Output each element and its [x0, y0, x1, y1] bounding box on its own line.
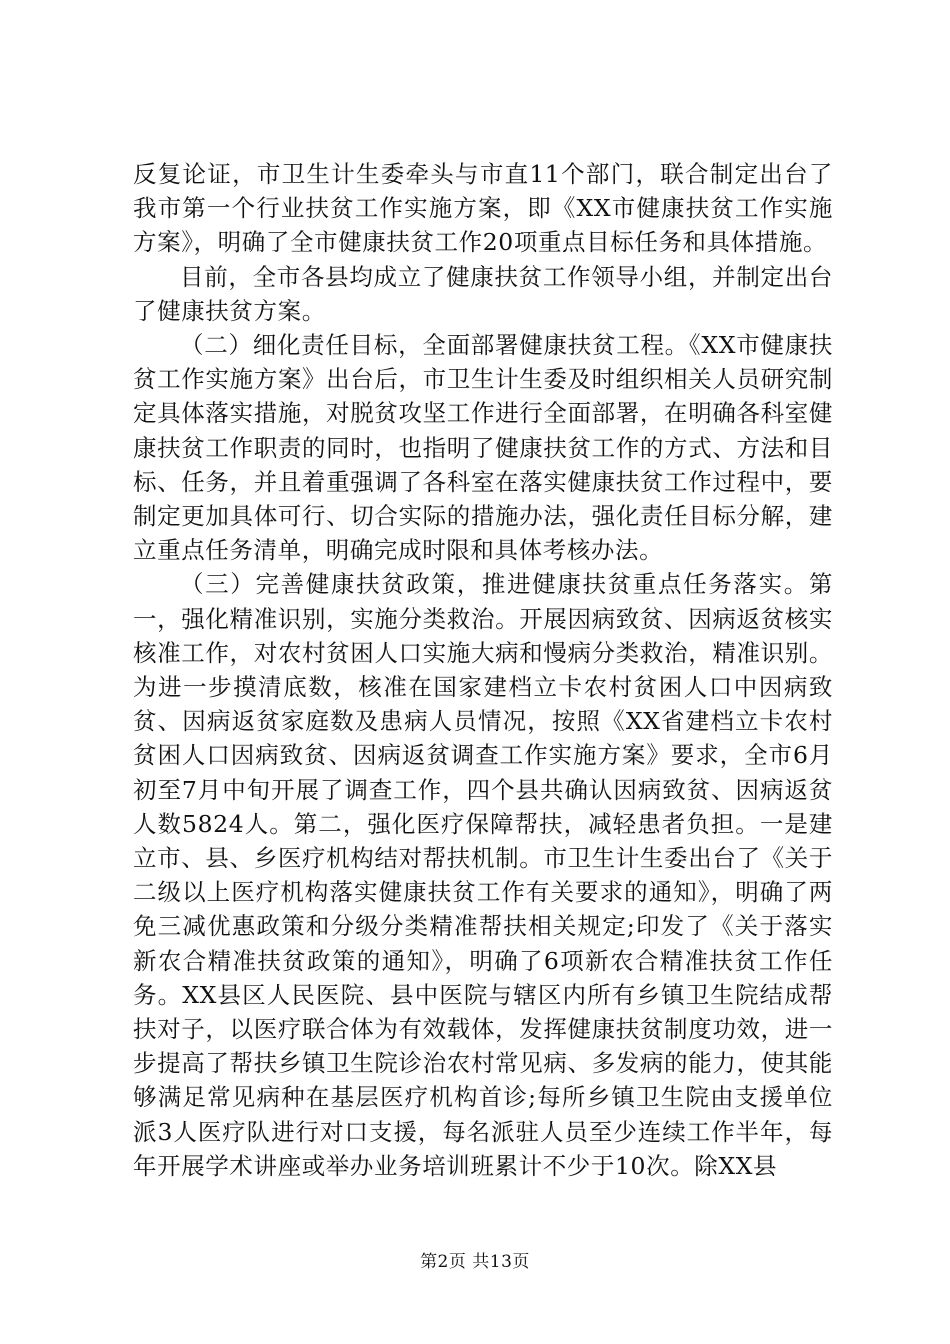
document-body [133, 157, 833, 1183]
page-footer [0, 1251, 950, 1273]
paragraph-2: 目前，全市各县均成立了健康扶贫工作领导小组，并制定出台了健康扶贫方案。 [133, 262, 833, 325]
paragraph-3: （二）细化责任目标，全面部署健康扶贫工程。《XX市健康扶贫工作实施方案》出台后，市卫生计生委及时组织相关人员研究制定具体落实措施，对脱贫攻坚工作进行全面部署，在明确各科室健康扶贫工作职责的同时，也指明了健康扶贫工作的方式、方法和目标、任务，并且着重强调了各科室在落实健康扶贫工作过程中，要制定更加具体可行、切合实际的措施办法，强化责任目标分解，建立重点任务清单，明确完成时限和具体考核办法。 [133, 331, 833, 565]
paragraph-1: 反复论证，市卫生计生委牵头与市直11个部门，联合制定出台了我市第一个行业扶贫工作实施方案，即《XX市健康扶贫工作实施方案》，明确了全市健康扶贫工作20项重点目标任务和具体措施。 [133, 160, 833, 257]
paragraph-4: （三）完善健康扶贫政策，推进健康扶贫重点任务落实。第一，强化精准识别，实施分类救治。开展因病致贫、因病返贫核实核准工作，对农村贫困人口实施大病和慢病分类救治，精准识别。为进一步摸清底数，核准在国家建档立卡农村贫困人口中因病致贫、因病返贫家庭数及患病人员情况，按照《XX省建档立卡农村贫困人口因病致贫、因病返贫调查工作实施方案》要求，全市6月初至7月中旬开展了调查工作，四个县共确认因病致贫、因病返贫人数5824人。第二，强化医疗保障帮扶，减轻患者负担。一是建立市、县、乡医疗机构结对帮扶机制。市卫生计生委出台了《关于二级以上医疗机构落实健康扶贫工作有关要求的通知》，明确了两免三减优惠政策和分级分类精准帮扶相关规定;印发了《关于落实新农合精准扶贫政策的通知》，明确了6项新农合精准扶贫工作任务。XX县区人民医院、县中医院与辖区内所有乡镇卫生院结成帮扶对子，以医疗联合体为有效载体，发挥健康扶贫制度功效，进一步提高了帮扶乡镇卫生院诊治农村常见病、多发病的能力，使其能够满足常见病种在基层医疗机构首诊;每所乡镇卫生院由支援单位派3人医疗队进行对口支援，每名派驻人员至少连续工作半年，每年开展学术讲座或举办业务培训班累计不少于10次。除XX县 [133, 570, 833, 1180]
page-number: 第2页 共13页 [420, 1252, 530, 1272]
